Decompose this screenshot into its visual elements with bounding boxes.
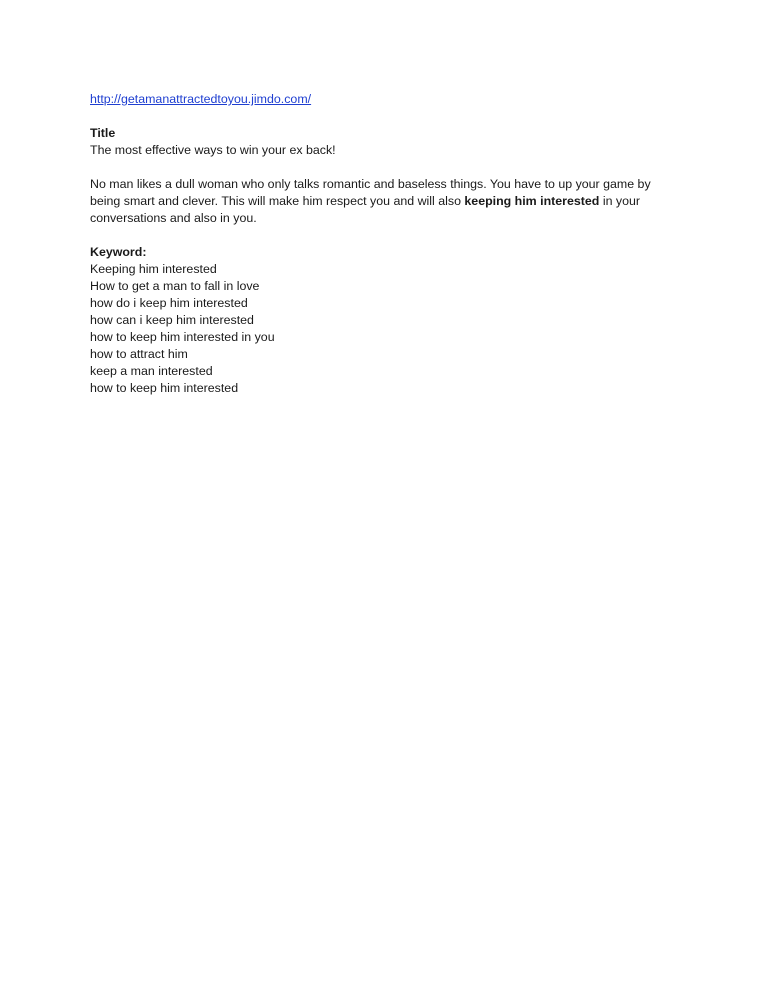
keyword-item: how can i keep him interested	[90, 313, 254, 327]
spacer	[90, 227, 680, 244]
body-paragraph	[90, 176, 680, 227]
body-text-part1: No man likes a dull woman who only talks romantic and baseless things. You have to up your game by being smart and clever. This will make him respect you and will also	[90, 177, 651, 208]
keyword-item: How to get a man to fall in love	[90, 279, 260, 293]
body-text-bold: keeping him interested	[464, 194, 600, 208]
title-text: The most effective ways to win your ex back!	[90, 143, 336, 157]
keyword-heading: Keyword:	[90, 245, 147, 259]
keyword-item: how to attract him	[90, 347, 188, 361]
keyword-item: keep a man interested	[90, 364, 213, 378]
keyword-item: how to keep him interested in you	[90, 330, 275, 344]
keyword-item: how do i keep him interested	[90, 296, 248, 310]
keyword-item: how to keep him interested	[90, 381, 239, 395]
spacer	[90, 159, 680, 176]
keyword-item: Keeping him interested	[90, 262, 217, 276]
source-url-link[interactable]: http://getamanattractedtoyou.jimdo.com/	[90, 92, 312, 106]
body-text-part2: in your conversations and also in you.	[90, 194, 641, 225]
keyword-list	[90, 261, 680, 397]
document-page	[90, 91, 680, 397]
spacer	[90, 108, 680, 125]
title-heading: Title	[90, 126, 116, 140]
